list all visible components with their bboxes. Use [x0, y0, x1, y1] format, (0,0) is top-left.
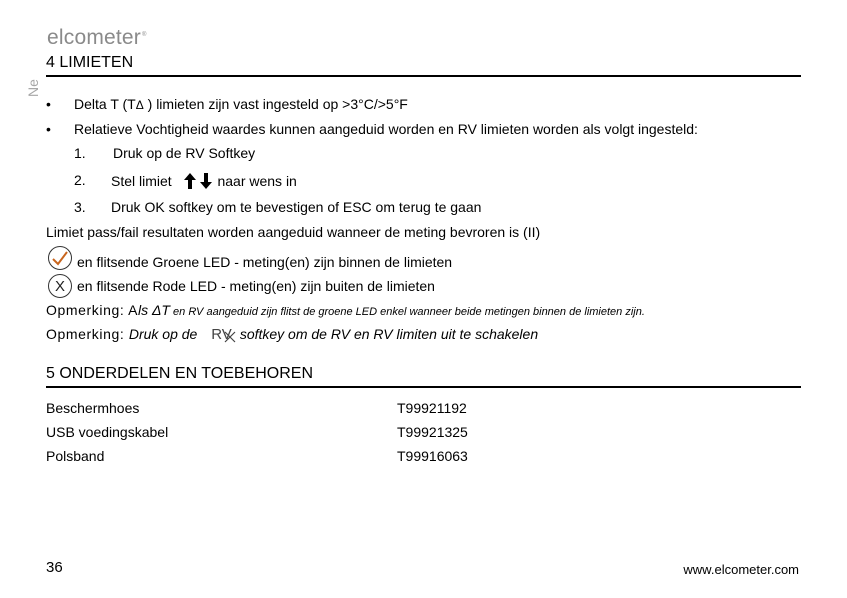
step-1-text: Druk op de RV Softkey: [113, 145, 256, 161]
step-2-text-before: Stel limiet: [111, 173, 172, 189]
part-code: T99916063: [397, 448, 468, 464]
logo-trademark: ®: [142, 32, 147, 38]
note-2-rest: softkey om de RV en RV limiten uit te schakelen: [239, 326, 539, 342]
pass-fail-intro: Limiet pass/fail resultaten worden aangeduid wanneer de meting bevroren is (II): [46, 224, 541, 240]
note-1-italic: ls: [138, 302, 153, 318]
part-code: T99921192: [397, 400, 467, 416]
note-2-italic: Druk op de: [128, 326, 198, 342]
step-2-text-after: naar wens in: [217, 173, 297, 189]
section-4-title: 4 LIMIETEN: [46, 54, 134, 71]
rv-glyph: RV: [211, 326, 232, 343]
rv-off-icon: [211, 327, 232, 343]
arrow-up-icon: [182, 172, 198, 190]
fail-text: en flitsende Rode LED - meting(en) zijn buiten de limieten: [77, 278, 435, 294]
checkmark-icon: [48, 246, 72, 270]
bullet-symbol: •: [46, 96, 51, 112]
part-name: Polsband: [46, 448, 105, 464]
pass-text: en flitsende Groene LED - meting(en) zijn binnen de limieten: [77, 254, 453, 270]
note-1-delta-t: ΔT: [152, 302, 170, 318]
cross-glyph: X: [54, 277, 65, 295]
part-code: T99921325: [397, 424, 468, 440]
bullet-text-after: ) limieten zijn vast ingesteld op >3°C/>5°F: [143, 96, 408, 112]
part-name: Beschermhoes: [46, 400, 140, 416]
part-name: USB voedingskabel: [46, 424, 169, 440]
note-1-label: Opmerking: A: [46, 302, 139, 318]
note-1: [46, 302, 645, 320]
note-1-rest: en RV aangeduid zijn flitst de groene LED enkel wanneer beide metingen binnen de limieten zijn.: [169, 306, 645, 318]
website-link[interactable]: www.elcometer.com: [683, 562, 799, 577]
cross-icon: [48, 274, 72, 298]
language-code: Ne: [25, 79, 41, 97]
step-1-number: 1.: [74, 145, 86, 161]
step-3-text: Druk OK softkey om te bevestigen of ESC om terug te gaan: [111, 199, 482, 215]
page-number: 36: [46, 559, 63, 576]
section-5-rule: [46, 386, 801, 388]
step-2-number: 2.: [74, 172, 86, 188]
section-4-rule: [46, 75, 801, 77]
bullet-rv-text: Relatieve Vochtigheid waardes kunnen aangeduid worden en RV limieten worden als volgt ingesteld:: [74, 121, 698, 137]
bullet-rv: [46, 121, 698, 137]
bullet-text-before: Delta T (T: [74, 96, 136, 112]
note-2: [46, 326, 538, 343]
step-3-number: 3.: [74, 199, 86, 215]
note-2-label: Opmerking:: [46, 326, 129, 342]
bullet-delta-t: [46, 96, 408, 112]
section-5-title: 5 ONDERDELEN EN TOEBEHOREN: [46, 365, 314, 382]
delta-symbol: Δ: [135, 98, 144, 112]
bullet-symbol: •: [46, 121, 51, 137]
arrow-down-icon: [198, 172, 214, 190]
step-2-text: [111, 172, 297, 190]
logo-text: elcometer: [47, 26, 142, 49]
bullet-delta-t-text: [74, 96, 408, 113]
language-side-tab: [22, 74, 44, 104]
brand-logo: [47, 26, 147, 50]
